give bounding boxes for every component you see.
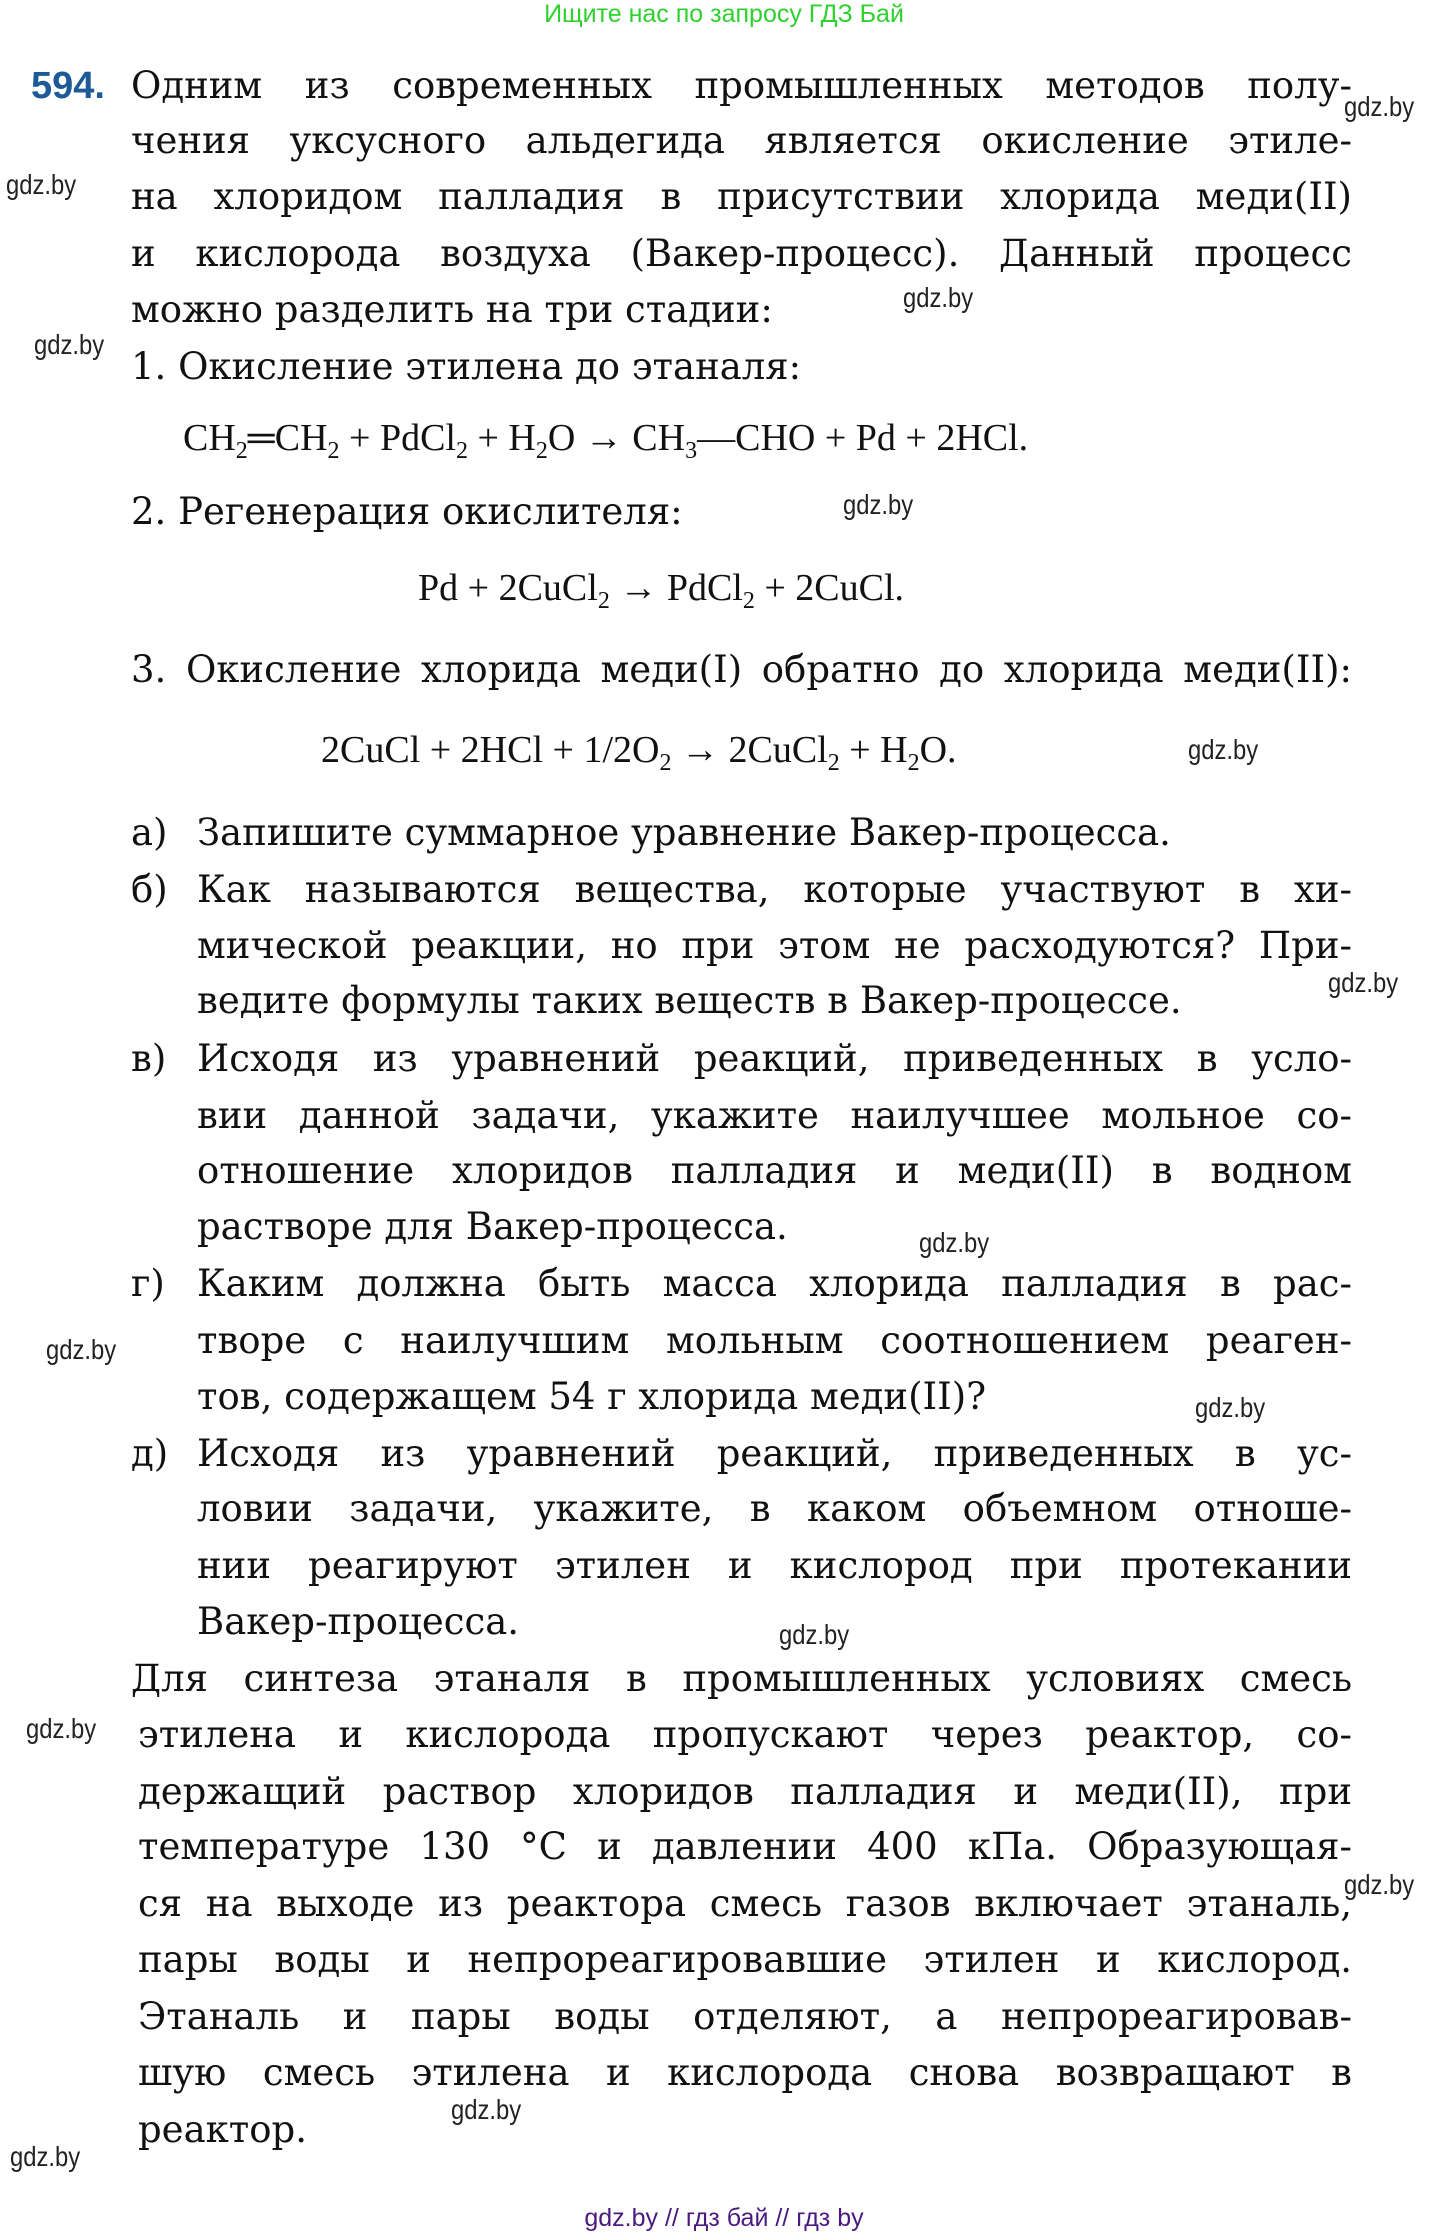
equation-2 [418, 558, 904, 618]
watermark: gdz.by [6, 169, 77, 200]
question-label: б) [131, 868, 168, 911]
question-line: Вакер-процесса. [197, 1600, 520, 1643]
equation-subscript: 2 [907, 750, 920, 776]
intro-line: чения уксусного альдегида является окисление этиле- [131, 119, 1352, 162]
equation-subscript: 2 [535, 438, 548, 464]
equation-subscript: 3 [685, 438, 698, 464]
paragraph-line: реактор. [138, 2108, 307, 2151]
intro-line: и кислорода воздуха (Вакер-процесс). Данный процесс [131, 232, 1352, 275]
equation-term: + 2CuCl. [754, 567, 905, 609]
question-line: Запишите суммарное уравнение Вакер-процесса. [197, 811, 1171, 854]
paragraph-line: Для синтеза этаналя в промышленных условиях смесь [131, 1657, 1352, 1700]
watermark: gdz.by [1188, 734, 1259, 765]
question-line: Как называются вещества, которые участвуют в хи- [197, 868, 1352, 911]
watermark: gdz.by [903, 282, 974, 313]
watermark: gdz.by [26, 1713, 97, 1744]
equation-term: CH [183, 417, 236, 459]
stage-2-heading: 2. Регенерация окислителя: [131, 490, 683, 533]
question-line: растворе для Вакер-процесса. [197, 1205, 788, 1248]
equation-term: → 2CuCl [671, 729, 828, 771]
footer-links[interactable]: gdz.by // гдз бай // гдз by [584, 2204, 864, 2232]
intro-line: можно разделить на три стадии: [131, 288, 773, 331]
question-line: тов, содержащем 54 г хлорида меди(II)? [197, 1375, 987, 1418]
watermark: gdz.by [1344, 1869, 1415, 1900]
equation-term: ═CH [247, 417, 328, 459]
problem-number: 594. [31, 65, 105, 107]
question-label: в) [131, 1037, 167, 1080]
watermark: gdz.by [1344, 91, 1415, 122]
equation-term: O → CH [547, 417, 686, 459]
question-label: а) [131, 811, 168, 854]
watermark: gdz.by [46, 1334, 117, 1365]
equation-term: 2CuCl + 2HCl + 1/2O [321, 729, 660, 771]
equation-subscript: 2 [659, 750, 672, 776]
paragraph-line: температуре 130 °С и давлении 400 кПа. Образующая- [138, 1825, 1352, 1868]
equation-subscript: 2 [235, 438, 248, 464]
intro-line: на хлоридом палладия в присутствии хлорида меди(II) [131, 175, 1352, 218]
equation-term: + PdCl [339, 417, 456, 459]
equation-subscript: 2 [597, 588, 610, 614]
question-line: ведите формулы таких веществ в Вакер-процессе. [197, 979, 1182, 1022]
paragraph-line: пары воды и непрореагировавшие этилен и кислород. [138, 1938, 1352, 1981]
watermark: gdz.by [451, 2094, 522, 2125]
equation-subscript: 2 [327, 438, 340, 464]
watermark: gdz.by [919, 1227, 990, 1258]
question-line: ловии задачи, укажите, в каком объемном отноше- [197, 1487, 1352, 1530]
question-line: Исходя из уравнений реакций, приведенных в ус- [197, 1432, 1352, 1475]
equation-3 [321, 720, 957, 780]
question-line: отношение хлоридов палладия и меди(II) в водном [197, 1149, 1352, 1192]
intro-line: Одним из современных промышленных методов полу- [131, 64, 1352, 107]
search-hint-banner[interactable]: Ищите нас по запросу ГДЗ Бай [544, 0, 904, 28]
watermark: gdz.by [1328, 967, 1399, 998]
equation-term: → PdCl [609, 567, 743, 609]
equation-subscript: 2 [827, 750, 840, 776]
watermark: gdz.by [1195, 1392, 1266, 1423]
question-label: д) [131, 1432, 169, 1475]
question-line: Исходя из уравнений реакций, приведенных в усло- [197, 1037, 1352, 1080]
watermark: gdz.by [843, 489, 914, 520]
paragraph-line: шую смесь этилена и кислорода снова возвращают в [138, 2051, 1352, 2094]
watermark: gdz.by [34, 329, 105, 360]
stage-1-heading: 1. Окисление этилена до этаналя: [131, 345, 802, 388]
question-line: Каким должна быть масса хлорида палладия в рас- [197, 1262, 1352, 1305]
watermark: gdz.by [10, 2141, 81, 2172]
equation-term: Pd + 2CuCl [418, 567, 598, 609]
question-line: нии реагируют этилен и кислород при протекании [197, 1544, 1352, 1587]
equation-subscript: 2 [742, 588, 755, 614]
paragraph-line: этилена и кислорода пропускают через реактор, со- [138, 1713, 1352, 1756]
equation-1 [183, 408, 1028, 468]
stage-3-heading: 3. Окисление хлорида меди(I) обратно до хлорида меди(II): [131, 648, 1352, 691]
question-line: вии данной задачи, укажите наилучшее мольное со- [197, 1094, 1352, 1137]
watermark: gdz.by [779, 1619, 850, 1650]
question-line: творе с наилучшим мольным соотношением реаген- [197, 1319, 1352, 1362]
equation-term: O. [919, 729, 957, 771]
equation-term: + H [839, 729, 908, 771]
equation-term: —CHO + Pd + 2HCl. [697, 417, 1029, 459]
paragraph-line: ся на выходе из реактора смесь газов включает этаналь, [138, 1882, 1352, 1925]
paragraph-line: Этаналь и пары воды отделяют, а непрореагировав- [138, 1995, 1352, 2038]
paragraph-line: держащий раствор хлоридов палладия и меди(II), при [138, 1770, 1352, 1813]
question-line: мической реакции, но при этом не расходуются? При- [197, 924, 1352, 967]
question-label: г) [131, 1262, 165, 1305]
equation-subscript: 2 [455, 438, 468, 464]
equation-term: + H [467, 417, 536, 459]
